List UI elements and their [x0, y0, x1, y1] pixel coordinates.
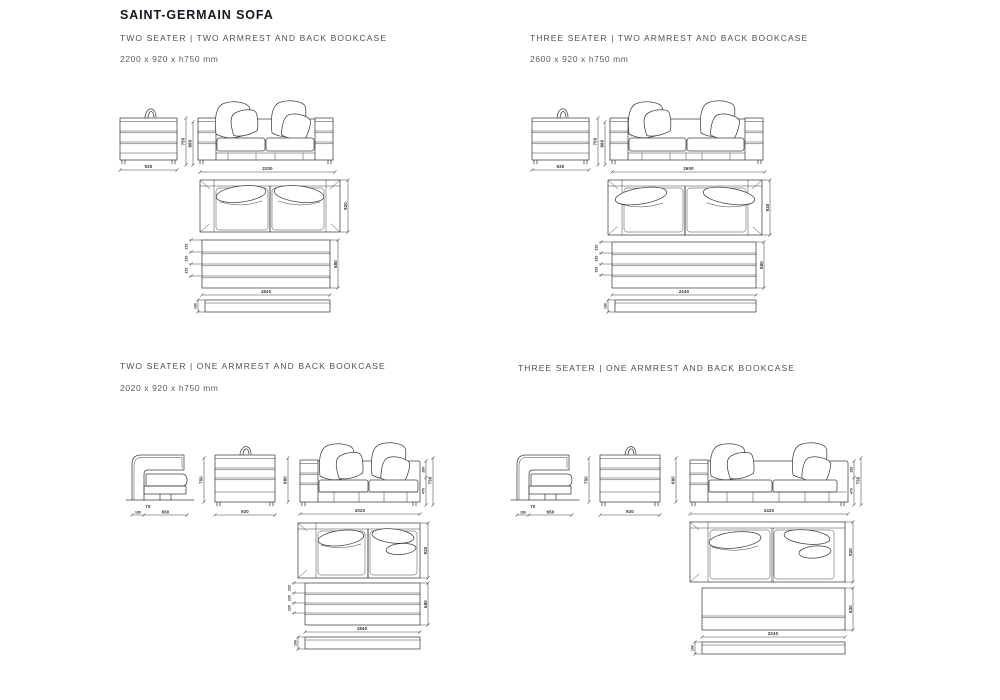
q4-overall-width-dim: 2420: [763, 508, 775, 514]
section-1-size: 2200 x 920 x h750 mm: [120, 54, 219, 64]
base-bar-drawing: [694, 641, 845, 656]
q3-bookcase-height-dim: 680: [422, 600, 428, 608]
q3-back-cushion-dim: 280: [421, 466, 426, 473]
q2-shelf-gap-2-dim: 220: [594, 255, 599, 262]
q4-bookcase-height-dim: 630: [847, 605, 853, 613]
plan-view-drawing: [690, 522, 845, 582]
q3-shelf-gap-1-dim: 220: [287, 585, 292, 591]
front-view-drawing: [300, 443, 420, 506]
q3-seat-height-dim: 470: [421, 488, 426, 494]
plan-view-drawing: [298, 523, 420, 578]
q1-side-depth-dim: 920: [144, 164, 153, 170]
q2-base-height-dim: 180: [603, 303, 608, 309]
q3-back-height-dim: 680: [282, 476, 288, 484]
q1-bookcase-height-dim: 680: [332, 260, 338, 268]
bookcase-drawing: [599, 241, 756, 288]
page-title: SAINT-GERMAIN SOFA: [120, 8, 274, 22]
front-view-drawing: [198, 101, 333, 164]
q1-overall-height-dim: 750: [180, 137, 186, 146]
plan-view-drawing: [200, 180, 340, 232]
q4-arm-overhang-dim: 70: [530, 504, 536, 509]
q4-bookcase-width-dim: 2240: [767, 631, 779, 637]
q1-shelf-gap-1-dim: 220: [184, 243, 189, 250]
q3-bookcase-width-dim: 1840: [356, 626, 368, 632]
base-bar-drawing: [297, 636, 420, 651]
base-bar-drawing: [607, 299, 756, 314]
q3-arm-back-dim: 180: [135, 510, 141, 515]
q4-overall-height-dim: 750: [583, 476, 589, 484]
back-module-side-drawing: [600, 447, 660, 506]
side-view-drawing: [120, 109, 177, 164]
q2-bookcase-width-dim: 2240: [678, 289, 690, 295]
q4-arm-back-dim: 180: [520, 510, 526, 515]
q3-plan-depth-dim: 920: [422, 546, 428, 555]
armrest-module-drawing: [511, 455, 579, 500]
q4-front-height-dim: 750: [855, 476, 861, 485]
armrest-module-drawing: [126, 455, 194, 500]
q3-overall-width-dim: 2020: [354, 508, 366, 514]
q2-overall-height-dim: 750: [592, 137, 598, 146]
technical-drawing-three-seater-two-armrest: [520, 90, 890, 320]
q4-plan-depth-dim: 920: [847, 548, 853, 556]
base-bar-drawing: [197, 299, 330, 314]
q2-back-height-dim: 680: [599, 139, 605, 148]
section-4-title: THREE SEATER | ONE ARMREST AND BACK BOOKCASE: [518, 363, 796, 373]
q1-shelf-gap-3-dim: 220: [184, 267, 189, 274]
section-3-size: 2020 x 920 x h750 mm: [120, 383, 219, 393]
q3-overall-height-dim: 750: [198, 476, 204, 484]
section-1-title: TWO SEATER | TWO ARMREST AND BACK BOOKCASE: [120, 33, 388, 43]
section-2-title: THREE SEATER | TWO ARMREST AND BACK BOOKCASE: [530, 33, 809, 43]
q4-base-height-dim: 180: [690, 645, 695, 651]
q3-base-height-dim: 180: [293, 640, 298, 646]
technical-drawing-two-seater-one-armrest: [110, 430, 470, 672]
q3-arm-overhang-dim: 70: [145, 504, 151, 509]
q4-back-height-dim: 680: [670, 476, 676, 484]
back-module-side-drawing: [215, 447, 275, 506]
plan-view-drawing: [608, 180, 762, 235]
q3-shelf-gap-2-dim: 220: [287, 595, 292, 601]
q2-overall-width-dim: 2600: [683, 166, 694, 172]
q4-arm-seat-dim: 650: [546, 509, 555, 515]
q1-base-height-dim: 180: [193, 303, 198, 309]
front-view-drawing: [690, 443, 848, 506]
q4-side-depth-dim: 920: [626, 509, 634, 515]
section-3-title: TWO SEATER | ONE ARMREST AND BACK BOOKCASE: [120, 361, 386, 371]
q4-seat-height-dim: 470: [849, 488, 854, 494]
q1-shelf-gap-2-dim: 220: [184, 255, 189, 262]
bookcase-drawing: [189, 239, 330, 288]
front-view-drawing: [610, 101, 763, 164]
q2-bookcase-height-dim: 680: [758, 261, 764, 269]
q2-side-depth-dim: 920: [556, 164, 565, 170]
q3-side-depth-dim: 920: [241, 509, 249, 515]
q4-back-cushion-dim: 280: [849, 466, 854, 473]
bookcase-drawing: [292, 582, 420, 625]
q3-arm-seat-dim: 650: [161, 509, 170, 515]
section-2-size: 2600 x 920 x h750 mm: [530, 54, 629, 64]
side-view-drawing: [532, 109, 589, 164]
technical-drawing-two-seater-two-armrest: [110, 90, 470, 322]
q1-plan-depth-dim: 920: [342, 202, 348, 210]
q3-front-height-dim: 750: [427, 476, 433, 485]
q2-shelf-gap-1-dim: 220: [594, 244, 599, 251]
q3-shelf-gap-3-dim: 220: [287, 605, 292, 611]
q1-back-height-dim: 680: [187, 139, 193, 148]
technical-drawing-three-seater-one-armrest: [495, 430, 880, 672]
q2-shelf-gap-3-dim: 220: [594, 266, 599, 273]
q1-bookcase-width-dim: 1840: [260, 289, 272, 295]
q2-plan-depth-dim: 920: [764, 203, 770, 212]
bookcase-drawing: [702, 588, 845, 630]
q1-overall-width-dim: 2200: [262, 166, 273, 172]
